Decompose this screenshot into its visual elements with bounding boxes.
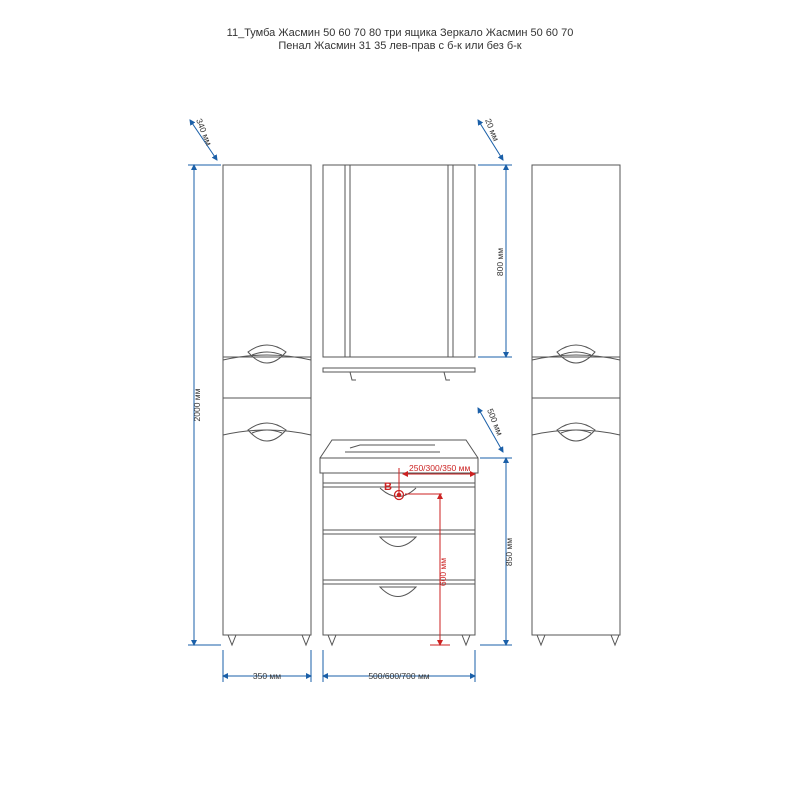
dim-mirror-height: 800 мм bbox=[495, 247, 505, 277]
dim-depth-left: 340 мм bbox=[194, 117, 214, 147]
dim-sink-depth: 500 мм bbox=[485, 407, 505, 437]
mirror-cabinet bbox=[323, 165, 475, 380]
dim-pipe-offset: 250/300/350 мм bbox=[409, 463, 471, 473]
pencil-case-left bbox=[223, 165, 311, 645]
pencil-case-right bbox=[532, 165, 620, 645]
dim-total-height: 2000 мм bbox=[192, 388, 202, 422]
dim-pipe-height: 600 мм bbox=[438, 557, 448, 587]
dim-pencil-width: 350 мм bbox=[252, 671, 282, 681]
dim-cabinet-height: 850 мм bbox=[504, 537, 514, 567]
drawing-title-line-2: Пенал Жасмин 31 35 лев-прав с б-к или без б-к bbox=[278, 40, 522, 52]
dim-cabinet-width: 500/600/700 мм bbox=[368, 671, 430, 681]
dim-mirror-depth: 20 мм bbox=[483, 117, 502, 143]
drawing-title-line-1: 11_Тумба Жасмин 50 60 70 80 три ящика Зеркало Жасмин 50 60 70 bbox=[226, 27, 574, 39]
pipe-label: В bbox=[384, 481, 392, 493]
